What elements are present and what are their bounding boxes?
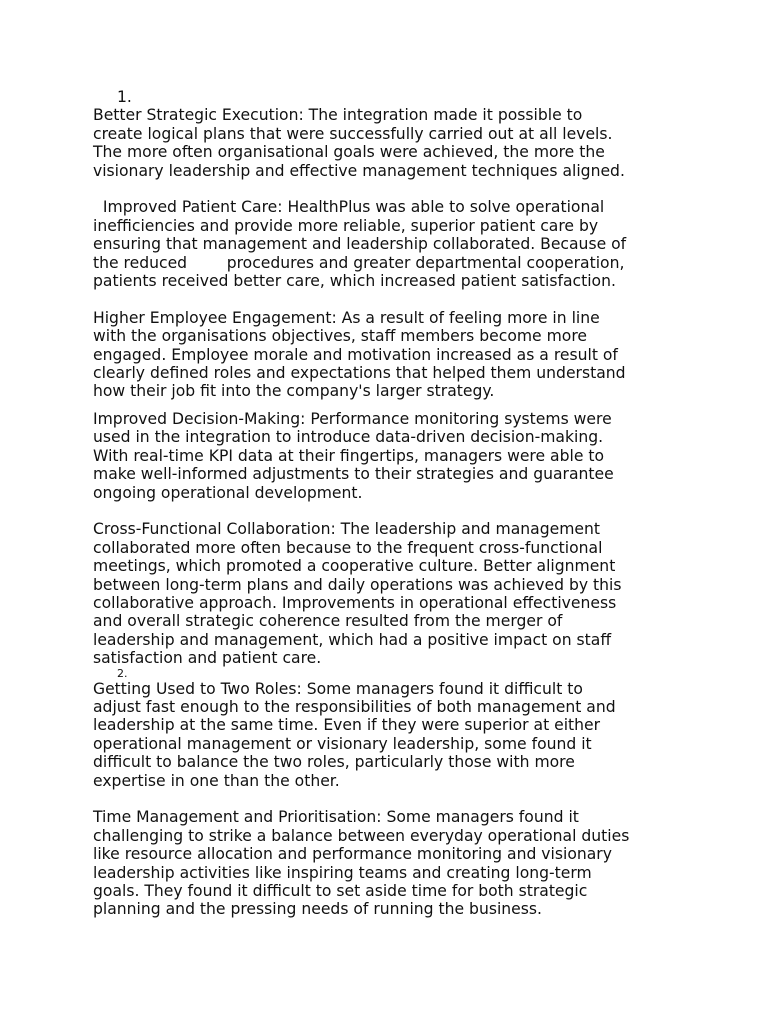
text-line: like resource allocation and performance monitoring and visionary xyxy=(93,845,612,864)
text-line: create logical plans that were successfully carried out at all levels. xyxy=(93,124,613,143)
text-line: ongoing operational development. xyxy=(93,483,363,502)
text-line: how their job fit into the company's larger strategy. xyxy=(93,382,495,401)
paragraph-cross-functional xyxy=(93,520,683,667)
text-line: With real-time KPI data at their fingertips, managers were able to xyxy=(93,446,605,465)
text-line: leadership activities like inspiring teams and creating long-term xyxy=(93,863,592,882)
paragraph-two-roles xyxy=(93,680,683,790)
text-line: with the organisations objectives, staff members become more xyxy=(93,327,588,346)
list-marker-1: 1. xyxy=(117,88,132,106)
text-line: the reduced procedures and greater departmental cooperation, xyxy=(93,253,625,272)
text-line: expertise in one than the other. xyxy=(93,771,340,790)
text-line: make well-informed adjustments to their strategies and guarantee xyxy=(93,465,614,484)
text-line: collaborated more often because to the frequent cross-functional xyxy=(93,538,603,557)
text-line: ensuring that management and leadership collaborated. Because of xyxy=(93,235,627,254)
text-line: Cross-Functional Collaboration: The leadership and management xyxy=(93,520,600,539)
text-line: Time Management and Prioritisation: Some managers found it xyxy=(93,808,579,827)
text-line: The more often organisational goals were achieved, the more the xyxy=(93,143,605,162)
paragraph-decision-making xyxy=(93,410,683,502)
text-line: Better Strategic Execution: The integration made it possible to xyxy=(93,106,583,125)
text-line: Improved Patient Care: HealthPlus was able to solve operational xyxy=(93,198,605,217)
paragraph-time-management xyxy=(93,808,683,918)
text-line: operational management or visionary leadership, some found it xyxy=(93,734,592,753)
text-line: visionary leadership and effective management techniques aligned. xyxy=(93,161,625,180)
text-line: difficult to balance the two roles, particularly those with more xyxy=(93,753,575,772)
text-line: Improved Decision-Making: Performance monitoring systems were xyxy=(93,409,612,428)
text-line: inefficiencies and provide more reliable, superior patient care by xyxy=(93,216,599,235)
text-line: engaged. Employee morale and motivation increased as a result of xyxy=(93,345,618,364)
text-line: patients received better care, which increased patient satisfaction. xyxy=(93,272,616,291)
text-line: satisfaction and patient care. xyxy=(93,649,322,668)
text-line: clearly defined roles and expectations that helped them understand xyxy=(93,364,626,383)
text-line: and overall strategic coherence resulted from the merger of xyxy=(93,612,563,631)
text-line: leadership at the same time. Even if they were superior at either xyxy=(93,716,601,735)
list-marker-2: 2. xyxy=(117,666,128,680)
text-line: goals. They found it difficult to set aside time for both strategic xyxy=(93,882,588,900)
paragraph-strategic-execution xyxy=(93,106,683,180)
text-line: meetings, which promoted a cooperative culture. Better alignment xyxy=(93,557,616,576)
text-line: Higher Employee Engagement: As a result of feeling more in line xyxy=(93,308,600,327)
text-line: collaborative approach. Improvements in operational effectiveness xyxy=(93,593,617,612)
document-page xyxy=(93,88,683,919)
text-line: used in the integration to introduce data-driven decision-making. xyxy=(93,428,604,447)
paragraph-patient-care xyxy=(93,198,683,290)
text-line: planning and the pressing needs of running the business. xyxy=(93,900,542,919)
text-line: challenging to strike a balance between everyday operational duties xyxy=(93,826,630,845)
text-line: leadership and management, which had a positive impact on staff xyxy=(93,630,612,649)
text-line: between long-term plans and daily operations was achieved by this xyxy=(93,575,622,594)
text-line: Getting Used to Two Roles: Some managers found it difficult to xyxy=(93,679,583,698)
text-line: adjust fast enough to the responsibilities of both management and xyxy=(93,697,616,716)
paragraph-employee-engagement xyxy=(93,309,683,401)
